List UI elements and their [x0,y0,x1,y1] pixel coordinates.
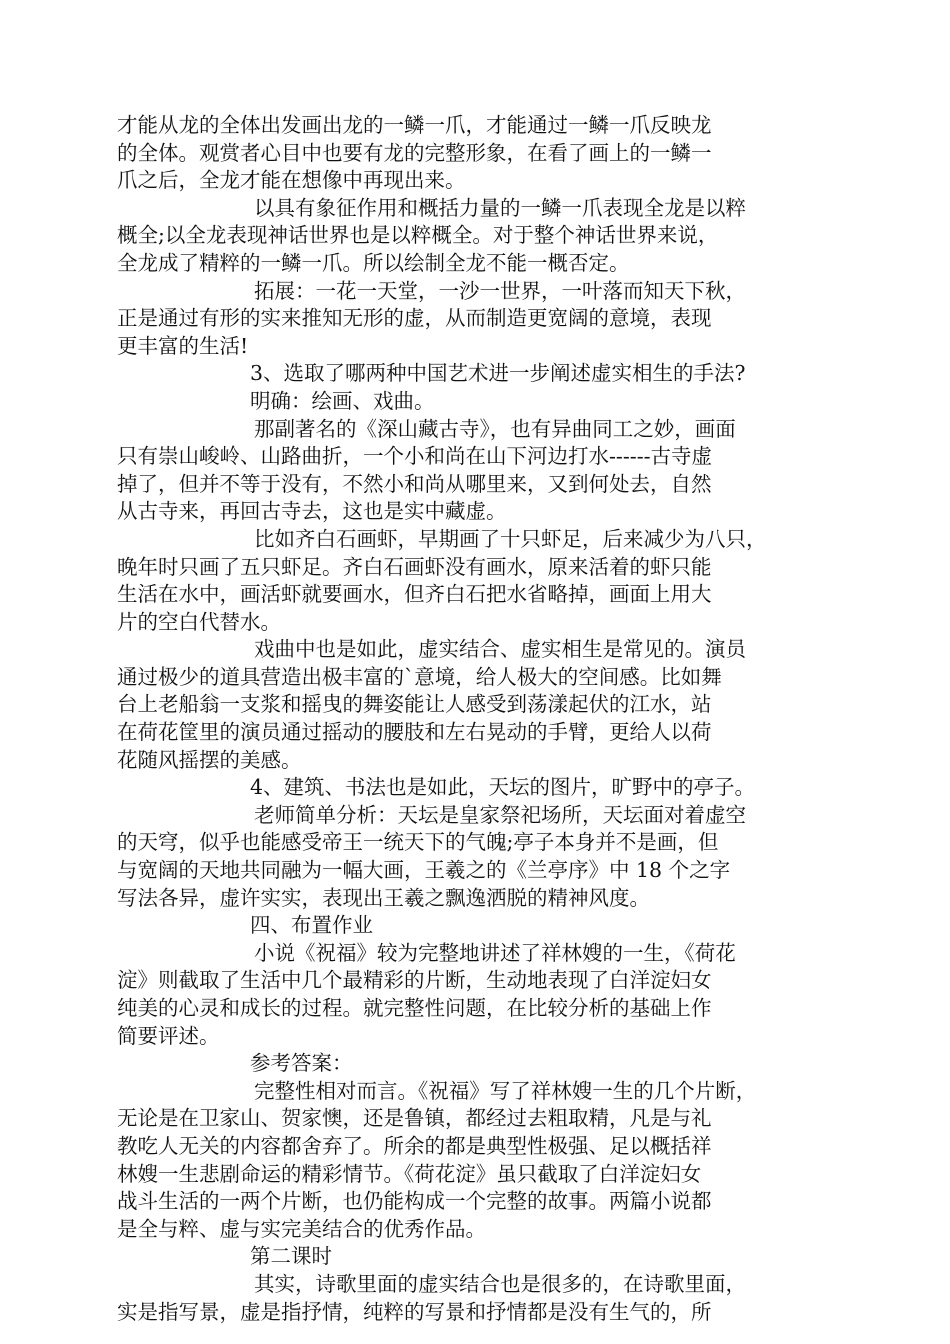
answer-line: 明确：绘画、戏曲。 [250,388,435,413]
text-line: 战斗生活的一两个片断，也仍能构成一个完整的故事。两篇小说都 [117,1189,712,1214]
text-line: 写法各异，虚许实实，表现出王羲之飘逸洒脱的精神风度。 [117,885,650,910]
text-line: 通过极少的道具营造出极丰富的`意境，给人极大的空间感。比如舞 [117,664,722,689]
text-line: 与宽阔的天地共同融为一幅大画，王羲之的《兰亭序》中 18 个之字 [117,858,731,883]
text-line: 是全与粹、虚与实完美结合的优秀作品。 [117,1216,486,1241]
text-line: 的天穹，似乎也能感受帝王一统天下的气魄;亭子本身并不是画，但 [117,830,719,855]
question-heading: 4、建筑、书法也是如此，天坛的图片，旷野中的亭子。 [250,775,756,800]
paragraph-start: 戏曲中也是如此，虚实结合、虚实相生是常见的。演员 [254,637,746,662]
text-line: 无论是在卫家山、贺家懊，还是鲁镇，都经过去粗取精，凡是与礼 [117,1106,712,1131]
text-line: 台上老船翁一支浆和摇曳的舞姿能让人感受到荡漾起伏的江水，站 [117,692,712,717]
section-heading: 四、布置作业 [250,913,373,938]
paragraph-start: 小说《祝福》较为完整地讲述了祥林嫂的一生，《荷花 [254,940,736,965]
text-line: 简要评述。 [117,1023,220,1048]
text-line: 纯美的心灵和成长的过程。就完整性问题，在比较分析的基础上作 [117,996,712,1020]
text-line: 淀》则截取了生活中几个最精彩的片断，生动地表现了白洋淀妇女 [117,968,712,993]
text-line: 花随风摇摆的美感。 [117,747,302,772]
paragraph-start: 拓展：一花一天堂，一沙一世界，一叶落而知天下秋， [254,278,746,303]
answer-heading: 参考答案： [250,1051,353,1076]
text-line: 掉了，但并不等于没有，不然小和尚从哪里来，又到何处去，自然 [117,471,712,496]
text-line: 更丰富的生活! [117,333,249,358]
text-line: 晚年时只画了五只虾足。齐白石画虾没有画水，原来活着的虾只能 [117,554,712,579]
text-line: 正是通过有形的实来推知无形的虚，从而制造更宽阔的意境，表现 [117,306,712,331]
text-line: 片的空白代替水。 [117,609,281,634]
text-line: 实是指写景，虚是指抒情，纯粹的写景和抒情都是没有生气的，所 [117,1299,712,1324]
text-line: 爪之后，全龙才能在想像中再现出来。 [117,168,466,193]
text-line: 从古寺来，再回古寺去，这也是实中藏虚。 [117,499,507,524]
text-line: 概全;以全龙表现神话世界也是以粹概全。对于整个神话世界来说， [117,223,719,248]
paragraph-start: 以具有象征作用和概括力量的一鳞一爪表现全龙是以粹 [254,195,746,220]
document-page [117,112,817,1326]
text-line: 生活在水中，画活虾就要画水，但齐白石把水省略掉，画面上用大 [117,582,712,607]
paragraph-start: 比如齐白石画虾，早期画了十只虾足，后来减少为八只， [254,526,767,551]
lesson-heading: 第二课时 [250,1244,332,1269]
paragraph-start: 那副著名的《深山藏古寺》，也有异曲同工之妙，画面 [254,416,736,441]
paragraph-start: 完整性相对而言。《祝福》写了祥林嫂一生的几个片断， [254,1078,757,1103]
text-line: 林嫂一生悲剧命运的精彩情节。《荷花淀》虽只截取了白洋淀妇女 [117,1161,702,1186]
text-line: 才能从龙的全体出发画出龙的一鳞一爪，才能通过一鳞一爪反映龙 [117,113,712,137]
paragraph-start: 其实，诗歌里面的虚实结合也是很多的，在诗歌里面， [254,1271,746,1296]
question-heading: 3、选取了哪两种中国艺术进一步阐述虚实相生的手法? [250,361,746,386]
text-line: 只有崇山峻岭、山路曲折，一个小和尚在山下河边打水------古寺虚 [117,444,713,469]
text-line: 在荷花筐里的演员通过摇动的腰肢和左右晃动的手臂，更给人以荷 [117,720,712,745]
paragraph-start: 老师简单分析：天坛是皇家祭祀场所，天坛面对着虚空 [254,802,746,827]
text-line: 教吃人无关的内容都舍弃了。所余的都是典型性极强、足以概括祥 [117,1133,712,1158]
text-line: 全龙成了精粹的一鳞一爪。所以绘制全龙不能一概否定。 [117,250,630,275]
text-line: 的全体。观赏者心目中也要有龙的完整形象，在看了画上的一鳞一 [117,140,712,165]
